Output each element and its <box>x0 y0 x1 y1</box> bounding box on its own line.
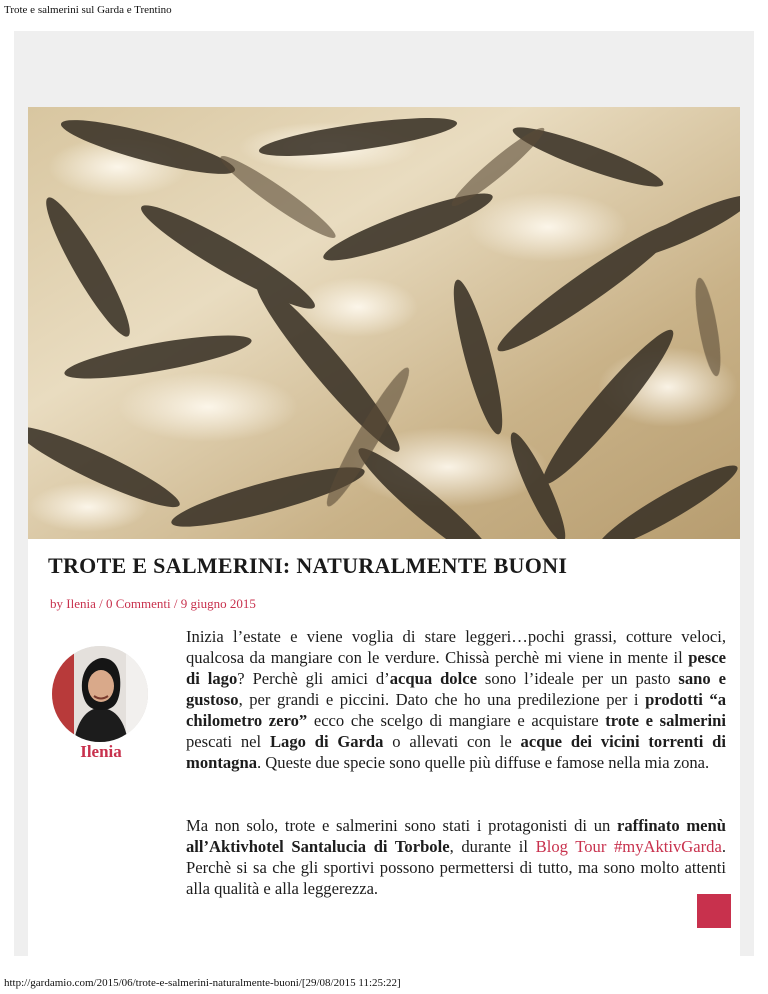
bold-text: sano e gustoso <box>186 669 726 709</box>
bold-text: Lago di Garda <box>269 732 384 751</box>
bold-text: acque dei vicini torrenti di montagna <box>186 732 726 772</box>
bold-text: prodotti “a chilometro zero” <box>186 690 726 730</box>
bold-text: trote e salmerini <box>605 711 727 730</box>
bold-text: raffinato menù all’Aktivhotel Santalucia di Torbole <box>186 816 727 856</box>
print-header: Trote e salmerini sul Garda e Trentino <box>4 4 172 16</box>
blog-tour-link[interactable]: Blog Tour #myAktivGarda <box>535 837 722 856</box>
text: pescati nel <box>186 732 270 751</box>
meta-by: by <box>50 596 63 611</box>
paragraph-menu <box>186 815 726 899</box>
scroll-to-top-button[interactable] <box>697 894 731 928</box>
text: sono l’ideale per un pasto <box>476 669 679 688</box>
text: . Queste due specie sono quelle più diffuse e famose nella mia zona. <box>257 753 710 772</box>
text: Ma non solo, trote e salmerini sono stati i protagonisti di un <box>186 816 617 835</box>
hero-image-trout <box>28 107 740 539</box>
paragraph-intro <box>186 626 726 773</box>
bold-text: pesce di lago <box>186 648 726 688</box>
meta-date: 9 giugno 2015 <box>180 596 256 611</box>
text: , per grandi e piccini. Dato che ho una predilezione per i <box>238 690 646 709</box>
meta-separator: / <box>95 596 106 611</box>
text: . Perchè si sa che gli sportivi possono permettersi di tutto, ma sono molto attenti alla qualità e alla leggerezza. <box>186 837 726 898</box>
text: o allevati con le <box>383 732 521 751</box>
text: Inizia l’estate e viene voglia di stare leggeri…pochi grassi, cotture veloci, qualcosa da mangiare con le verdure. Chissà perchè mi viene in mente il <box>186 627 726 667</box>
author-name[interactable]: Ilenia <box>80 742 122 761</box>
post-meta <box>50 596 256 612</box>
meta-comments-link[interactable]: 0 Commenti <box>105 596 171 611</box>
meta-separator: / <box>170 596 181 611</box>
article-title: TROTE E SALMERINI: NATURALMENTE BUONI <box>48 553 568 578</box>
text: ? Perchè gli amici d’ <box>237 669 390 688</box>
bold-text: acqua dolce <box>389 669 477 688</box>
meta-author-link[interactable]: Ilenia <box>66 596 96 611</box>
text: , durante il <box>449 837 536 856</box>
text: ecco che scelgo di mangiare e acquistare <box>307 711 606 730</box>
author-avatar[interactable] <box>52 646 148 742</box>
print-footer: http://gardamio.com/2015/06/trote-e-salmerini-naturalmente-buoni/[29/08/2015 11:25:22] <box>4 977 401 989</box>
